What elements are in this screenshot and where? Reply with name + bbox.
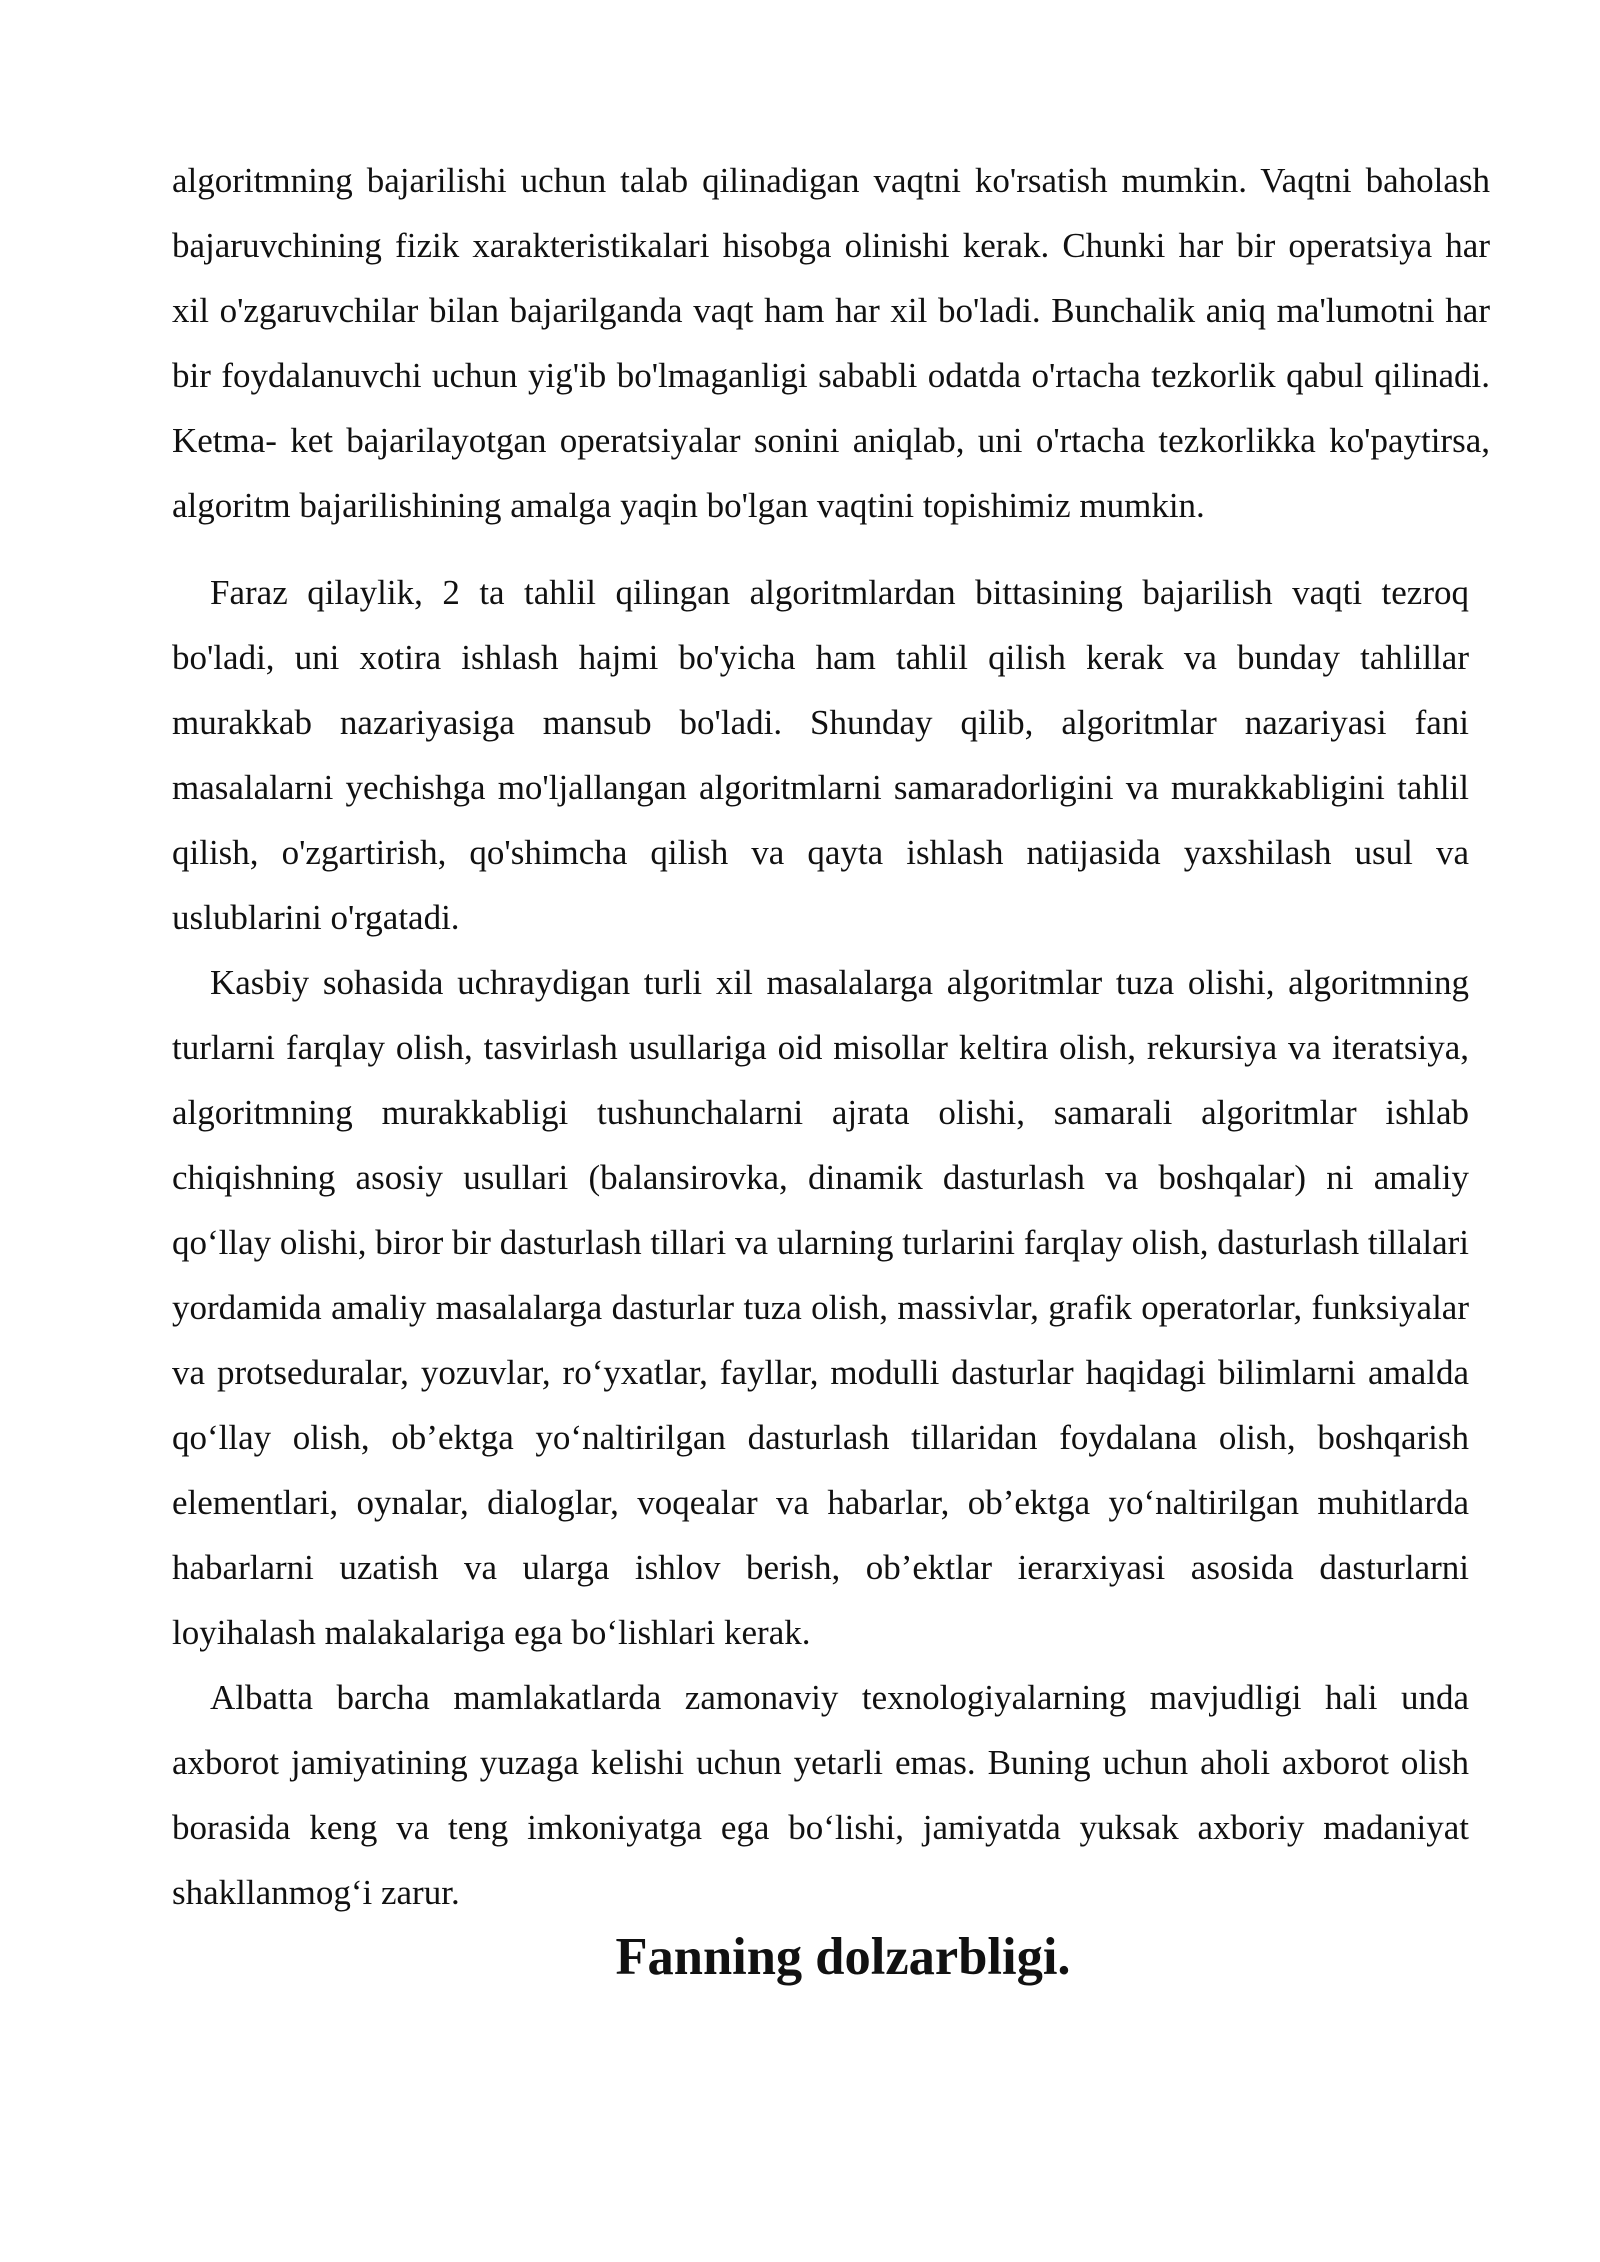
paragraph-information-society: Albatta barcha mamlakatlarda zamonaviy texnologiyalarning mavjudligi hali unda axborot jamiyatining yuzaga kelishi uchun yetarli emas. Buning uchun aholi axborot olish borasida keng va teng imkoniyatga ega bo‘lishi, jamiyatda yuksak axboriy madaniyat shakllanmog‘i zarur. (172, 1678, 1469, 1912)
paragraph-algorithm-time: algoritmning bajarilishi uchun talab qilinadigan vaqtni ko'rsatish mumkin. Vaqtni baholash bajaruvchining fizik xarakteristikalari hisobga olinishi kerak. Chunki har bir operatsiya har xil o'zgaruvchilar bilan bajarilganda vaqt ham har xil bo'ladi. Bunchalik aniq ma'lumotni har bir foydalanuvchi uchun yig'ib bo'lmaganligi sababli odatda o'rtacha tezkorlik qabul qilinadi. Ketma- ket bajarilayotgan operatsiyalar sonini aniqlab, uni o'rtacha tezkorlikka ko'paytirsa, algoritm bajarilishining amalga yaqin bo'lgan vaqtini topishimiz mumkin. (172, 161, 1490, 525)
section-heading: Fanning dolzarbligi. (615, 1928, 1071, 1986)
paragraph-professional-skills: Kasbiy sohasida uchraydigan turli xil masalalarga algoritmlar tuza olishi, algoritmning turlarni farqlay olish, tasvirlash usullariga oid misollar keltira olish, rekursiya va iteratsiya, algoritmning murakkabligi tushunchalarni ajrata olishi, samarali algoritmlar ishlab chiqishning asosiy usullari (balansirovka, dinamik dasturlash va boshqalar) ni amaliy qo‘llay olishi, biror bir dasturlash tillari va ularning turlarini farqlay olish, dasturlash tillalari yordamida amaliy masalalarga dasturlar tuza olish, massivlar, grafik operatorlar, funksiyalar va protseduralar, yozuvlar, ro‘yxatlar, fayllar, modulli dasturlar haqidagi bilimlarni amalda qo‘llay olish, ob’ektga yo‘naltirilgan dasturlash tillaridan foydalana olish, boshqarish elementlari, oynalar, dialoglar, voqealar va habarlar, ob’ektga yo‘naltirilgan muhitlarda habarlarni uzatish va ularga ishlov berish, ob’ektlar ierarxiyasi asosida dasturlarni loyihalash malakalariga ega bo‘lishlari kerak. (172, 963, 1469, 1652)
document-body (172, 148, 1490, 1990)
paragraph-algorithm-analysis: Faraz qilaylik, 2 ta tahlil qilingan algoritmlardan bittasining bajarilish vaqti tezroq bo'ladi, uni xotira ishlash hajmi bo'yicha ham tahlil qilish kerak va bunday tahlillar murakkab nazariyasiga mansub bo'ladi. Shunday qilib, algoritmlar nazariyasi fani masalalarni yechishga mo'ljallangan algoritmlarni samaradorligini va murakkabligini tahlil qilish, o'zgartirish, qo'shimcha qilish va qayta ishlash natijasida yaxshilash usul va uslublarini o'rgatadi. (172, 573, 1469, 937)
